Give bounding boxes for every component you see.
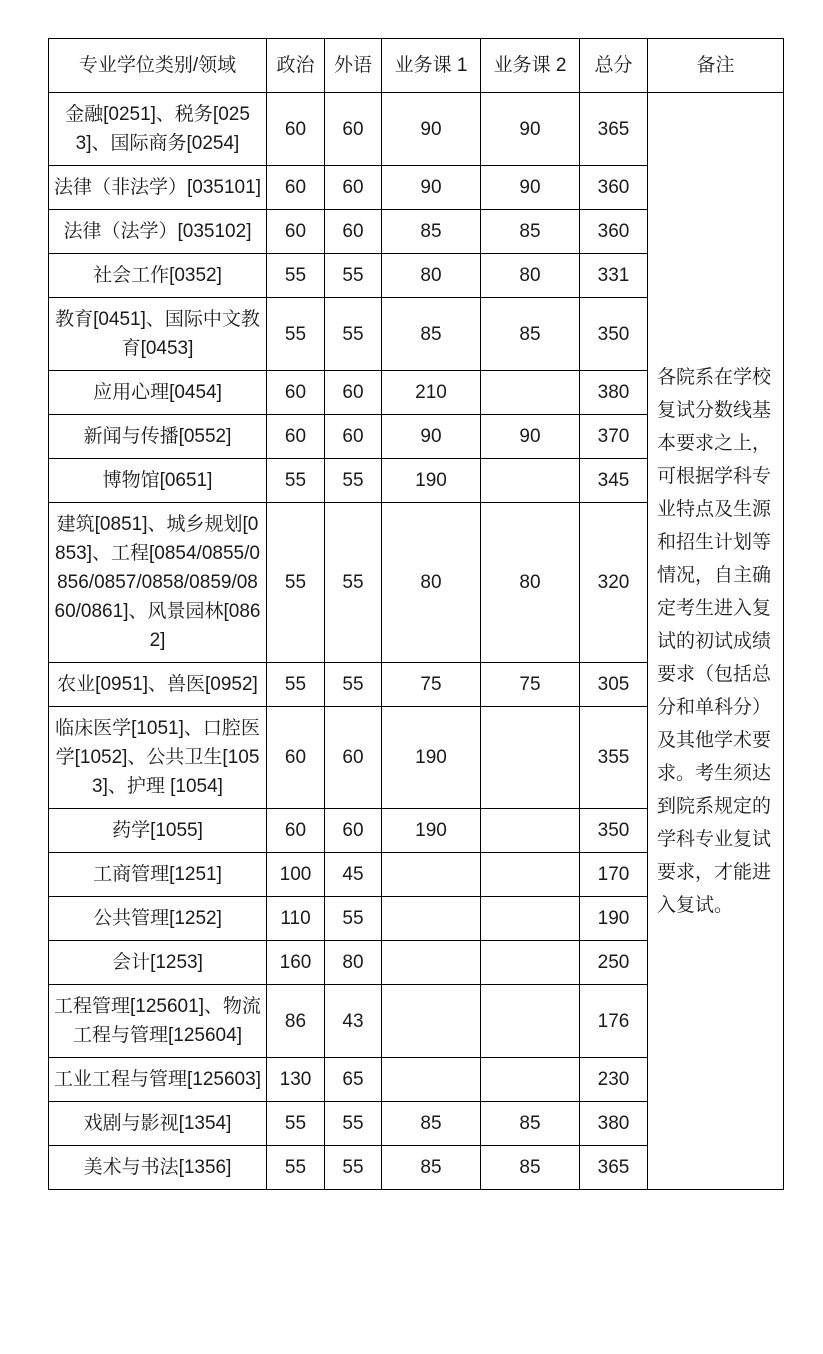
- header-col-course2: 业务课 2: [481, 39, 580, 93]
- header-row: [49, 39, 784, 93]
- politics-cell: 110: [267, 897, 325, 941]
- politics-cell: 100: [267, 853, 325, 897]
- category-cell: 农业[0951]、兽医[0952]: [49, 663, 267, 707]
- table-row: [49, 93, 784, 166]
- foreign-language-cell: 55: [325, 503, 382, 663]
- course2-cell: [481, 941, 580, 985]
- course1-cell: 190: [382, 809, 481, 853]
- foreign-language-cell: 60: [325, 93, 382, 166]
- course1-cell: 80: [382, 254, 481, 298]
- foreign-language-cell: 60: [325, 210, 382, 254]
- politics-cell: 55: [267, 254, 325, 298]
- course1-cell: 90: [382, 415, 481, 459]
- category-cell: 临床医学[1051]、口腔医学[1052]、公共卫生[1053]、护理 [1054]: [49, 707, 267, 809]
- course2-cell: [481, 459, 580, 503]
- total-cell: 305: [580, 663, 648, 707]
- course2-cell: [481, 707, 580, 809]
- foreign-language-cell: 60: [325, 707, 382, 809]
- category-cell: 工商管理[1251]: [49, 853, 267, 897]
- category-cell: 会计[1253]: [49, 941, 267, 985]
- header-col-foreign-language: 外语: [325, 39, 382, 93]
- politics-cell: 60: [267, 809, 325, 853]
- course2-cell: [481, 897, 580, 941]
- course1-cell: [382, 853, 481, 897]
- total-cell: 170: [580, 853, 648, 897]
- course1-cell: [382, 1058, 481, 1102]
- foreign-language-cell: 43: [325, 985, 382, 1058]
- course1-cell: 80: [382, 503, 481, 663]
- course1-cell: [382, 941, 481, 985]
- foreign-language-cell: 60: [325, 166, 382, 210]
- total-cell: 331: [580, 254, 648, 298]
- course2-cell: 80: [481, 503, 580, 663]
- course1-cell: 85: [382, 1102, 481, 1146]
- total-cell: 190: [580, 897, 648, 941]
- course1-cell: 190: [382, 707, 481, 809]
- politics-cell: 60: [267, 415, 325, 459]
- category-cell: 教育[0451]、国际中文教育[0453]: [49, 298, 267, 371]
- total-cell: 365: [580, 1146, 648, 1190]
- remark-cell: 各院系在学校复试分数线基本要求之上，可根据学科专业特点及生源和招生计划等情况，自主确定考生进入复试的初试成绩要求（包括总分和单科分）及其他学术要求。考生须达到院系规定的学科专业复试要求，才能进入复试。: [648, 93, 784, 1190]
- course1-cell: 210: [382, 371, 481, 415]
- foreign-language-cell: 55: [325, 1146, 382, 1190]
- category-cell: 应用心理[0454]: [49, 371, 267, 415]
- politics-cell: 60: [267, 707, 325, 809]
- course2-cell: 80: [481, 254, 580, 298]
- course1-cell: 90: [382, 166, 481, 210]
- total-cell: 370: [580, 415, 648, 459]
- foreign-language-cell: 80: [325, 941, 382, 985]
- course2-cell: 90: [481, 93, 580, 166]
- category-cell: 金融[0251]、税务[0253]、国际商务[0254]: [49, 93, 267, 166]
- header-col-course1: 业务课 1: [382, 39, 481, 93]
- foreign-language-cell: 55: [325, 1102, 382, 1146]
- total-cell: 380: [580, 371, 648, 415]
- course2-cell: 75: [481, 663, 580, 707]
- course1-cell: 85: [382, 298, 481, 371]
- course2-cell: [481, 985, 580, 1058]
- category-cell: 法律（非法学）[035101]: [49, 166, 267, 210]
- course2-cell: 85: [481, 298, 580, 371]
- politics-cell: 86: [267, 985, 325, 1058]
- category-cell: 工业工程与管理[125603]: [49, 1058, 267, 1102]
- course2-cell: 85: [481, 1146, 580, 1190]
- category-cell: 社会工作[0352]: [49, 254, 267, 298]
- total-cell: 365: [580, 93, 648, 166]
- foreign-language-cell: 55: [325, 298, 382, 371]
- score-table: [48, 38, 784, 1190]
- politics-cell: 60: [267, 166, 325, 210]
- total-cell: 360: [580, 210, 648, 254]
- course1-cell: 90: [382, 93, 481, 166]
- foreign-language-cell: 60: [325, 415, 382, 459]
- header-col-category: 专业学位类别/领域: [49, 39, 267, 93]
- foreign-language-cell: 45: [325, 853, 382, 897]
- course2-cell: [481, 809, 580, 853]
- politics-cell: 130: [267, 1058, 325, 1102]
- foreign-language-cell: 65: [325, 1058, 382, 1102]
- course1-cell: 190: [382, 459, 481, 503]
- politics-cell: 55: [267, 663, 325, 707]
- course2-cell: [481, 371, 580, 415]
- course1-cell: 75: [382, 663, 481, 707]
- total-cell: 250: [580, 941, 648, 985]
- foreign-language-cell: 55: [325, 459, 382, 503]
- total-cell: 380: [580, 1102, 648, 1146]
- total-cell: 345: [580, 459, 648, 503]
- politics-cell: 60: [267, 93, 325, 166]
- politics-cell: 60: [267, 371, 325, 415]
- category-cell: 公共管理[1252]: [49, 897, 267, 941]
- politics-cell: 55: [267, 459, 325, 503]
- foreign-language-cell: 55: [325, 897, 382, 941]
- category-cell: 戏剧与影视[1354]: [49, 1102, 267, 1146]
- category-cell: 博物馆[0651]: [49, 459, 267, 503]
- politics-cell: 55: [267, 298, 325, 371]
- header-col-total: 总分: [580, 39, 648, 93]
- politics-cell: 55: [267, 1146, 325, 1190]
- foreign-language-cell: 60: [325, 809, 382, 853]
- total-cell: 360: [580, 166, 648, 210]
- course1-cell: 85: [382, 1146, 481, 1190]
- foreign-language-cell: 55: [325, 254, 382, 298]
- total-cell: 176: [580, 985, 648, 1058]
- total-cell: 230: [580, 1058, 648, 1102]
- course2-cell: [481, 1058, 580, 1102]
- course1-cell: 85: [382, 210, 481, 254]
- category-cell: 法律（法学）[035102]: [49, 210, 267, 254]
- course2-cell: 90: [481, 166, 580, 210]
- course2-cell: 85: [481, 1102, 580, 1146]
- course2-cell: 90: [481, 415, 580, 459]
- politics-cell: 60: [267, 210, 325, 254]
- total-cell: 350: [580, 809, 648, 853]
- total-cell: 320: [580, 503, 648, 663]
- header-col-remark: 备注: [648, 39, 784, 93]
- total-cell: 350: [580, 298, 648, 371]
- header-col-politics: 政治: [267, 39, 325, 93]
- politics-cell: 55: [267, 1102, 325, 1146]
- category-cell: 建筑[0851]、城乡规划[0853]、工程[0854/0855/0856/0857/0858/0859/0860/0861]、风景园林[0862]: [49, 503, 267, 663]
- foreign-language-cell: 55: [325, 663, 382, 707]
- politics-cell: 160: [267, 941, 325, 985]
- category-cell: 药学[1055]: [49, 809, 267, 853]
- politics-cell: 55: [267, 503, 325, 663]
- course1-cell: [382, 897, 481, 941]
- category-cell: 美术与书法[1356]: [49, 1146, 267, 1190]
- total-cell: 355: [580, 707, 648, 809]
- course2-cell: 85: [481, 210, 580, 254]
- foreign-language-cell: 60: [325, 371, 382, 415]
- course2-cell: [481, 853, 580, 897]
- category-cell: 工程管理[125601]、物流工程与管理[125604]: [49, 985, 267, 1058]
- category-cell: 新闻与传播[0552]: [49, 415, 267, 459]
- course1-cell: [382, 985, 481, 1058]
